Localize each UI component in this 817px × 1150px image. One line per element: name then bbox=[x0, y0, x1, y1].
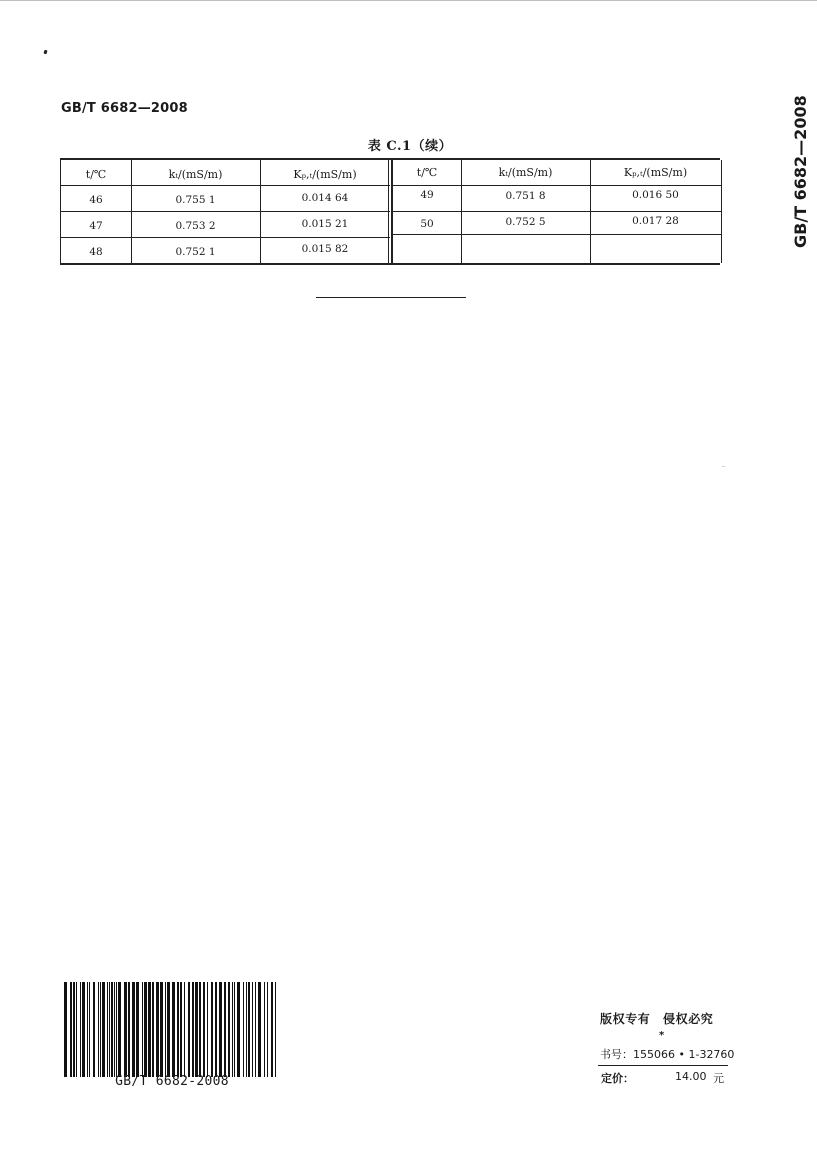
barcode-bar bbox=[215, 982, 217, 1077]
copyright-notice: 版权专有 侵权必究 bbox=[600, 1012, 714, 1026]
table-cell-temperature: 47 bbox=[89, 220, 103, 232]
barcode-bar bbox=[160, 982, 163, 1077]
barcode-bar bbox=[128, 982, 130, 1077]
table-cell-conductivity: 0.755 1 bbox=[175, 194, 216, 206]
barcode-bar bbox=[80, 982, 81, 1077]
barcode-bar bbox=[267, 982, 268, 1077]
barcode-bar bbox=[100, 982, 101, 1077]
barcode-bar bbox=[70, 982, 72, 1077]
scan-mark bbox=[722, 466, 725, 467]
table-cell-correction: 0.016 50 bbox=[632, 189, 679, 201]
barcode-bar bbox=[118, 982, 121, 1077]
barcode-bar bbox=[167, 982, 170, 1077]
barcode-bar bbox=[87, 982, 88, 1077]
table-caption: 表 C.1（续） bbox=[367, 139, 453, 154]
header-conductivity: kₜ/(mS/m) bbox=[498, 166, 553, 179]
barcode-bar bbox=[180, 982, 182, 1077]
header-correction: Kₚ,ₜ/(mS/m) bbox=[293, 168, 357, 181]
table-cell-correction: 0.014 64 bbox=[301, 192, 349, 204]
price-rule bbox=[598, 1065, 728, 1066]
barcode-bar bbox=[64, 982, 67, 1077]
table-cell-conductivity bbox=[461, 236, 590, 260]
side-standard-code: GB/T 6682—2008 bbox=[791, 95, 810, 249]
price-unit: 元 bbox=[713, 1072, 724, 1085]
barcode-bar bbox=[109, 982, 110, 1077]
table-cell-conductivity: 0.752 5 bbox=[505, 216, 546, 228]
end-of-document-rule bbox=[316, 297, 466, 298]
star-mark: * bbox=[659, 1030, 665, 1041]
top-edge-rule bbox=[0, 0, 817, 1]
table-cell-temperature: 48 bbox=[89, 246, 103, 258]
barcode-bar bbox=[89, 982, 90, 1077]
table-cell-temperature: 50 bbox=[420, 218, 434, 230]
barcode-bar bbox=[76, 982, 77, 1077]
barcode-bar bbox=[142, 982, 143, 1077]
barcode-bar bbox=[219, 982, 222, 1077]
barcode-bar bbox=[207, 982, 208, 1077]
barcode-bar bbox=[114, 982, 115, 1077]
table-cell-correction bbox=[590, 236, 721, 260]
header-correction: Kₚ,ₜ/(mS/m) bbox=[623, 166, 688, 179]
barcode-bar bbox=[132, 982, 135, 1077]
barcode-bar bbox=[148, 982, 151, 1077]
table-cell-correction: 0.015 82 bbox=[301, 243, 349, 255]
barcode-bar bbox=[116, 982, 117, 1077]
table-cell-temperature: 46 bbox=[89, 194, 103, 206]
barcode-bar bbox=[252, 982, 253, 1077]
table-cell-conductivity: 0.751 8 bbox=[505, 190, 546, 202]
barcode-bar bbox=[172, 982, 175, 1077]
barcode-bar bbox=[156, 982, 159, 1077]
barcode-bar bbox=[232, 982, 233, 1077]
barcode-bar bbox=[203, 982, 205, 1077]
header-conductivity: kₜ/(mS/m) bbox=[168, 168, 223, 181]
barcode-bar bbox=[248, 982, 250, 1077]
barcode-bar bbox=[275, 982, 276, 1077]
barcode-bar bbox=[177, 982, 179, 1077]
table-cell-conductivity: 0.753 2 bbox=[175, 220, 216, 232]
book-number: 书号：155066 • 1-32760 bbox=[600, 1048, 735, 1061]
barcode-bar bbox=[258, 982, 261, 1077]
conductivity-table bbox=[60, 158, 720, 265]
barcode-bar bbox=[255, 982, 256, 1077]
barcode-bar bbox=[192, 982, 194, 1077]
barcode-bar bbox=[152, 982, 154, 1077]
standard-code-header: GB/T 6682—2008 bbox=[61, 101, 188, 116]
isbn-barcode bbox=[64, 982, 280, 1077]
header-temperature: t/℃ bbox=[85, 168, 107, 181]
barcode-bar bbox=[184, 982, 185, 1077]
barcode-bar bbox=[111, 982, 113, 1077]
barcode-bar bbox=[211, 982, 213, 1077]
barcode-bar bbox=[73, 982, 75, 1077]
barcode-bar bbox=[124, 982, 127, 1077]
price-label: 定价： bbox=[601, 1072, 634, 1085]
scan-speck bbox=[43, 50, 47, 55]
barcode-bar bbox=[107, 982, 108, 1077]
barcode-caption: GB/T 6682-2008 bbox=[115, 1074, 229, 1089]
barcode-bar bbox=[237, 982, 240, 1077]
table-cell-temperature bbox=[393, 236, 461, 260]
table-cell-correction: 0.017 28 bbox=[632, 215, 679, 227]
header-temperature: t/℃ bbox=[416, 166, 438, 179]
table-cell-correction: 0.015 21 bbox=[301, 218, 349, 230]
barcode-bar bbox=[199, 982, 201, 1077]
barcode-bar bbox=[228, 982, 230, 1077]
barcode-bar bbox=[195, 982, 198, 1077]
barcode-bar bbox=[271, 982, 273, 1077]
barcode-bar bbox=[246, 982, 247, 1077]
table-left-half bbox=[60, 160, 390, 263]
barcode-bar bbox=[82, 982, 85, 1077]
barcode-bar bbox=[224, 982, 226, 1077]
barcode-bar bbox=[144, 982, 147, 1077]
table-right-half bbox=[392, 160, 722, 263]
barcode-bar bbox=[243, 982, 244, 1077]
barcode-bar bbox=[188, 982, 190, 1077]
barcode-bar bbox=[264, 982, 265, 1077]
barcode-bar bbox=[102, 982, 105, 1077]
barcode-bar bbox=[136, 982, 139, 1077]
table-cell-temperature: 49 bbox=[420, 189, 434, 201]
table-cell-conductivity: 0.752 1 bbox=[175, 246, 216, 258]
barcode-bar bbox=[234, 982, 235, 1077]
barcode-bar bbox=[93, 982, 95, 1077]
barcode-bar bbox=[165, 982, 166, 1077]
price-value: 14.00 bbox=[675, 1070, 707, 1083]
barcode-bar bbox=[98, 982, 99, 1077]
